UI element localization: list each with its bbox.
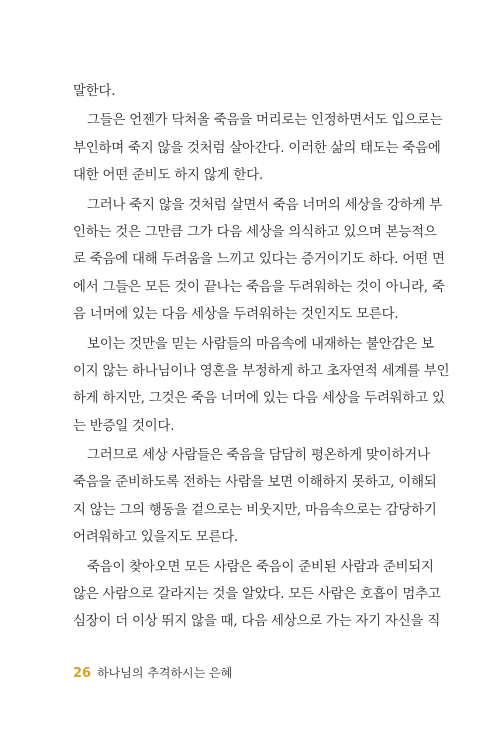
text-line: 인하는 것은 그만큼 그가 다음 세상을 의식하고 있으며 본능적으 xyxy=(73,224,437,240)
text-line: 그들은 언젠가 닥쳐올 죽음을 머리로는 인정하면서도 입으로는 xyxy=(87,113,443,129)
book-title: 하나님의 추격하시는 은혜 xyxy=(97,666,233,680)
page-footer xyxy=(73,664,232,681)
text-line: 지 않는 그의 행동을 겉으로는 비웃지만, 마음속으로는 감당하기 xyxy=(73,502,437,518)
text-line: 에서 그들은 모든 것이 끝나는 죽음을 두려워하는 것이 아니라, 죽 xyxy=(73,279,445,295)
page-number: 26 xyxy=(73,666,92,681)
text-line: 로 죽음에 대해 두려움을 느끼고 있다는 증거이기도 하다. 어떤 면 xyxy=(73,252,445,268)
text-line: 보이는 것만을 믿는 사람들의 마음속에 내재하는 불안감은 보 xyxy=(87,336,434,352)
text-line: 그러나 죽지 않을 것처럼 살면서 죽음 너머의 세상을 강하게 부 xyxy=(87,197,442,213)
text-line: 이지 않는 하나님이나 영혼을 부정하게 하고 초자연적 세계를 부인 xyxy=(73,363,450,379)
body-text xyxy=(73,78,450,636)
text-line: 죽음이 찾아오면 모든 사람은 죽음이 준비된 사람과 준비되지 xyxy=(87,559,434,575)
text-line: 말한다. xyxy=(73,84,116,99)
text-line: 는 반증일 것이다. xyxy=(73,418,175,434)
text-line: 부인하며 죽지 않을 것처럼 살아간다. 이러한 삶의 태도는 죽음에 xyxy=(73,140,441,156)
text-line: 그러므로 세상 사람들은 죽음을 담담히 평온하게 맞이하거나 xyxy=(87,448,430,464)
text-line: 심장이 더 이상 뛰지 않을 때, 다음 세상으로 가는 자기 자신을 직 xyxy=(73,614,441,630)
text-line: 하게 하지만, 그것은 죽음 너머에 있는 다음 세상을 두려워하고 있 xyxy=(73,391,445,407)
text-line: 않은 사람으로 갈라지는 것을 알았다. 모든 사람은 호흡이 멈추고 xyxy=(73,587,441,603)
text-line: 죽음을 준비하도록 전하는 사람을 보면 이해하지 못하고, 이해되 xyxy=(73,475,437,491)
text-line: 음 너머에 있는 다음 세상을 두려워하는 것인지도 모른다. xyxy=(73,307,399,323)
text-line: 어려워하고 있을지도 모른다. xyxy=(73,530,238,546)
text-line: 대한 어떤 준비도 하지 않게 한다. xyxy=(73,168,263,184)
